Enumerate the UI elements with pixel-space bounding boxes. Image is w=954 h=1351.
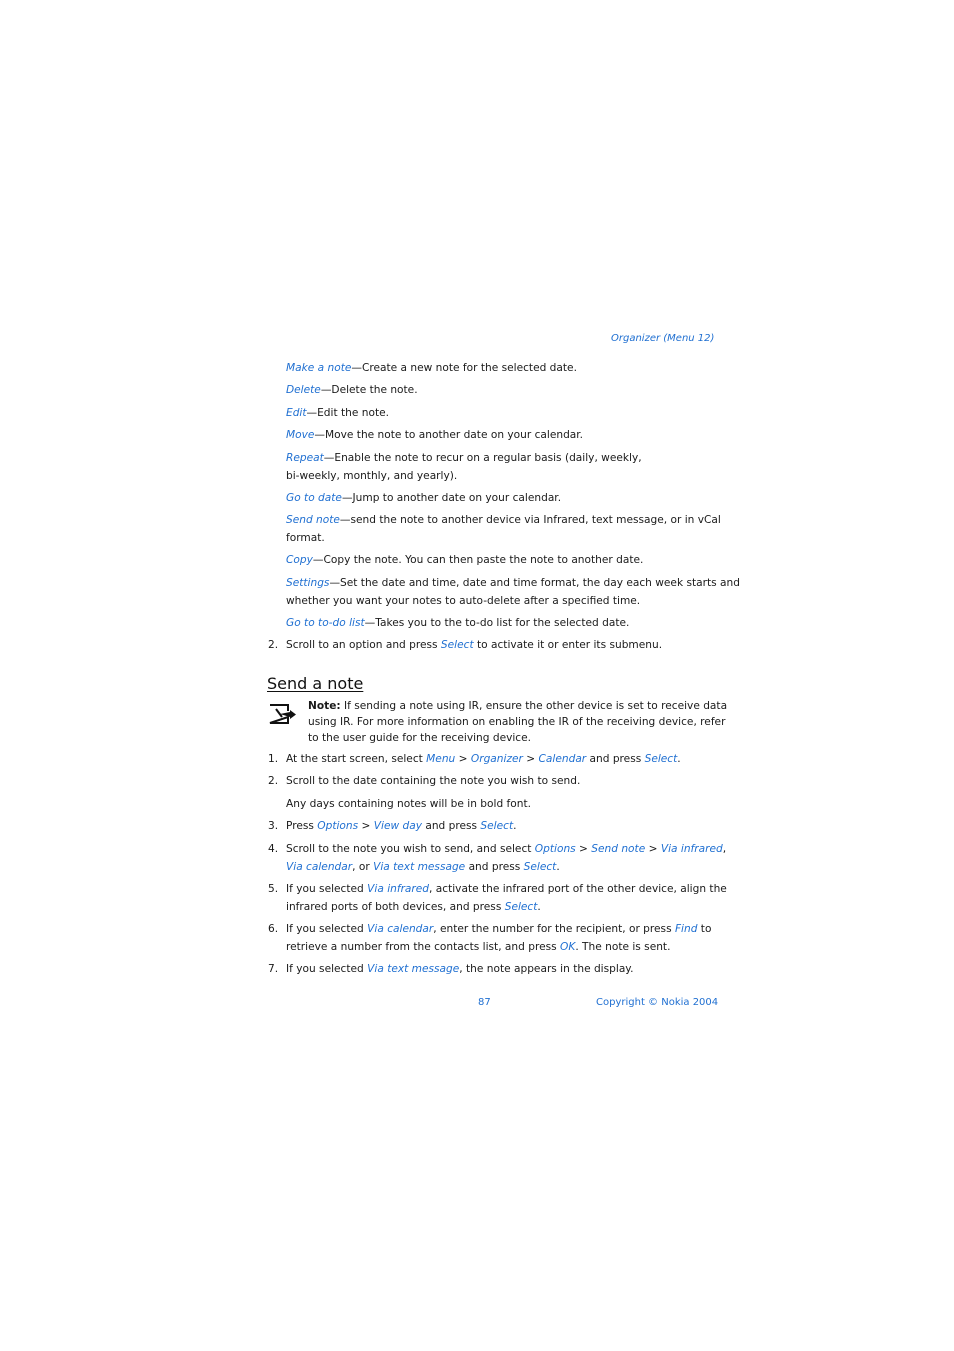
option-desc: —Move the note to another date on your calendar.: [314, 429, 584, 441]
select-key: Select: [644, 753, 678, 765]
separator: >: [455, 753, 471, 765]
option-send-note: [286, 512, 721, 547]
option-go-to-date: [286, 490, 706, 508]
option-settings: [286, 575, 740, 610]
option-make-a-note: [286, 360, 706, 378]
option-desc: —Create a new note for the selected date.: [351, 362, 577, 374]
step-number: 3.: [268, 820, 279, 832]
separator: >: [358, 820, 374, 832]
step-text: and press: [586, 753, 645, 765]
separator: >: [522, 753, 539, 765]
option-term: Settings: [286, 577, 330, 589]
calendar-link: Calendar: [538, 753, 587, 765]
via-text-message-link: Via text message: [373, 860, 466, 873]
step-text: , activate the infrared port of the other device, align the: [429, 883, 727, 895]
step-text: If you selected: [286, 923, 368, 935]
organizer-link: Organizer: [470, 753, 523, 765]
step-text: If you selected: [286, 883, 368, 895]
step-4: [286, 841, 726, 876]
step-text: and press: [465, 860, 524, 873]
via-text-message-link: Via text message: [367, 963, 460, 975]
select-key: Select: [504, 900, 538, 913]
option-edit: [286, 405, 706, 423]
option-go-to-to-do-list: [286, 615, 706, 633]
note-block: [308, 698, 727, 747]
step-text: to: [697, 923, 712, 935]
ok-key: OK: [560, 940, 576, 953]
running-header: Organizer (Menu 12): [611, 333, 715, 344]
step-number: 5.: [268, 883, 279, 895]
via-infrared-link: Via infrared: [660, 843, 723, 855]
options-key: Options: [534, 843, 576, 855]
step-text: to activate it or enter its submenu.: [473, 639, 663, 651]
step-3: [286, 818, 516, 836]
via-infrared-link: Via infrared: [367, 883, 430, 895]
step-text: Scroll to the note you wish to send, and select: [286, 843, 535, 855]
step-text: Scroll to an option and press: [286, 639, 441, 651]
separator: >: [645, 843, 661, 855]
step-5: [286, 881, 727, 916]
note-text: If sending a note using IR, ensure the other device is set to receive data: [340, 700, 728, 712]
step-text: , the note appears in the display.: [459, 963, 634, 975]
note-label: Note:: [308, 700, 341, 712]
step-2: [286, 773, 580, 791]
option-desc: —Delete the note.: [320, 384, 418, 396]
option-desc: —Copy the note. You can then paste the note to another date.: [312, 554, 644, 566]
option-term: Go to date: [286, 492, 342, 504]
send-note-link: Send note: [591, 843, 646, 855]
option-term: Delete: [286, 384, 321, 396]
step-number: 6.: [268, 923, 279, 935]
step-text: infrared ports of both devices, and press: [286, 900, 505, 913]
option-desc-cont: bi-weekly, monthly, and yearly).: [286, 469, 458, 482]
options-key: Options: [317, 820, 359, 832]
page-number: 87: [478, 997, 491, 1008]
note-text: using IR. For more information on enabling the IR of the receiving device, refer: [308, 716, 726, 729]
step-number: 7.: [268, 963, 279, 975]
menu-key: Menu: [426, 753, 456, 765]
step-text: Any days containing notes will be in bold font.: [286, 798, 531, 810]
step-text: Scroll to the date containing the note you wish to send.: [286, 775, 581, 787]
step-number: 4.: [268, 843, 279, 855]
via-calendar-link: Via calendar: [367, 923, 434, 935]
option-term: Edit: [286, 407, 307, 419]
option-desc: —Takes you to the to-do list for the selected date.: [364, 617, 630, 629]
option-repeat: [286, 450, 706, 485]
select-key: Select: [523, 860, 557, 873]
option-term: Repeat: [286, 452, 324, 464]
step-text: and press: [421, 820, 481, 832]
select-key: Select: [480, 820, 514, 832]
step-text: , or: [352, 860, 374, 873]
copyright: Copyright © Nokia 2004: [596, 997, 719, 1008]
separator: >: [575, 843, 592, 855]
option-term: Send note: [286, 514, 340, 526]
option-term: Move: [286, 429, 315, 441]
note-text: to the user guide for the receiving device.: [308, 732, 532, 745]
step-text: ,: [722, 843, 727, 855]
option-desc: —send the note to another device via Infrared, text message, or in vCal: [339, 514, 721, 526]
select-key: Select: [440, 639, 474, 651]
note-icon: [268, 703, 298, 725]
step-number: 2.: [268, 639, 279, 651]
step-text: retrieve a number from the contacts list, and press: [286, 940, 561, 953]
step-2-extra: [286, 796, 531, 814]
option-desc: —Enable the note to recur on a regular basis (daily, weekly,: [323, 452, 642, 464]
option-move: [286, 427, 706, 445]
section-title: Send a note: [267, 674, 364, 693]
step-text: If you selected: [286, 963, 368, 975]
step-text: . The note is sent.: [575, 940, 671, 953]
step-text: At the start screen, select: [286, 753, 427, 765]
step-text: .: [677, 753, 681, 765]
step-number: 2.: [268, 775, 279, 787]
find-key: Find: [674, 923, 698, 935]
option-desc: —Set the date and time, date and time format, the day each week starts and: [329, 577, 740, 589]
option-desc: —Jump to another date on your calendar.: [341, 492, 562, 504]
step-text: .: [537, 900, 541, 913]
option-term: Make a note: [286, 362, 352, 374]
step-text: Press: [286, 820, 318, 832]
via-calendar-link: Via calendar: [286, 860, 353, 873]
step-6: [286, 921, 711, 956]
option-desc-cont: whether you want your notes to auto-delete after a specified time.: [286, 594, 641, 607]
view-day-link: View day: [373, 820, 422, 832]
step-number: 1.: [268, 753, 279, 765]
step-text: .: [556, 860, 560, 873]
step-scroll-option: [286, 637, 662, 655]
option-desc-cont: format.: [286, 531, 325, 544]
option-delete: [286, 382, 706, 400]
step-text: .: [513, 820, 517, 832]
step-text: , enter the number for the recipient, or press: [433, 923, 675, 935]
option-term: Go to to-do list: [286, 617, 365, 629]
option-desc: —Edit the note.: [306, 407, 389, 419]
step-1: [286, 751, 681, 769]
option-copy: [286, 552, 706, 570]
step-7: [286, 961, 633, 979]
option-term: Copy: [286, 554, 313, 566]
